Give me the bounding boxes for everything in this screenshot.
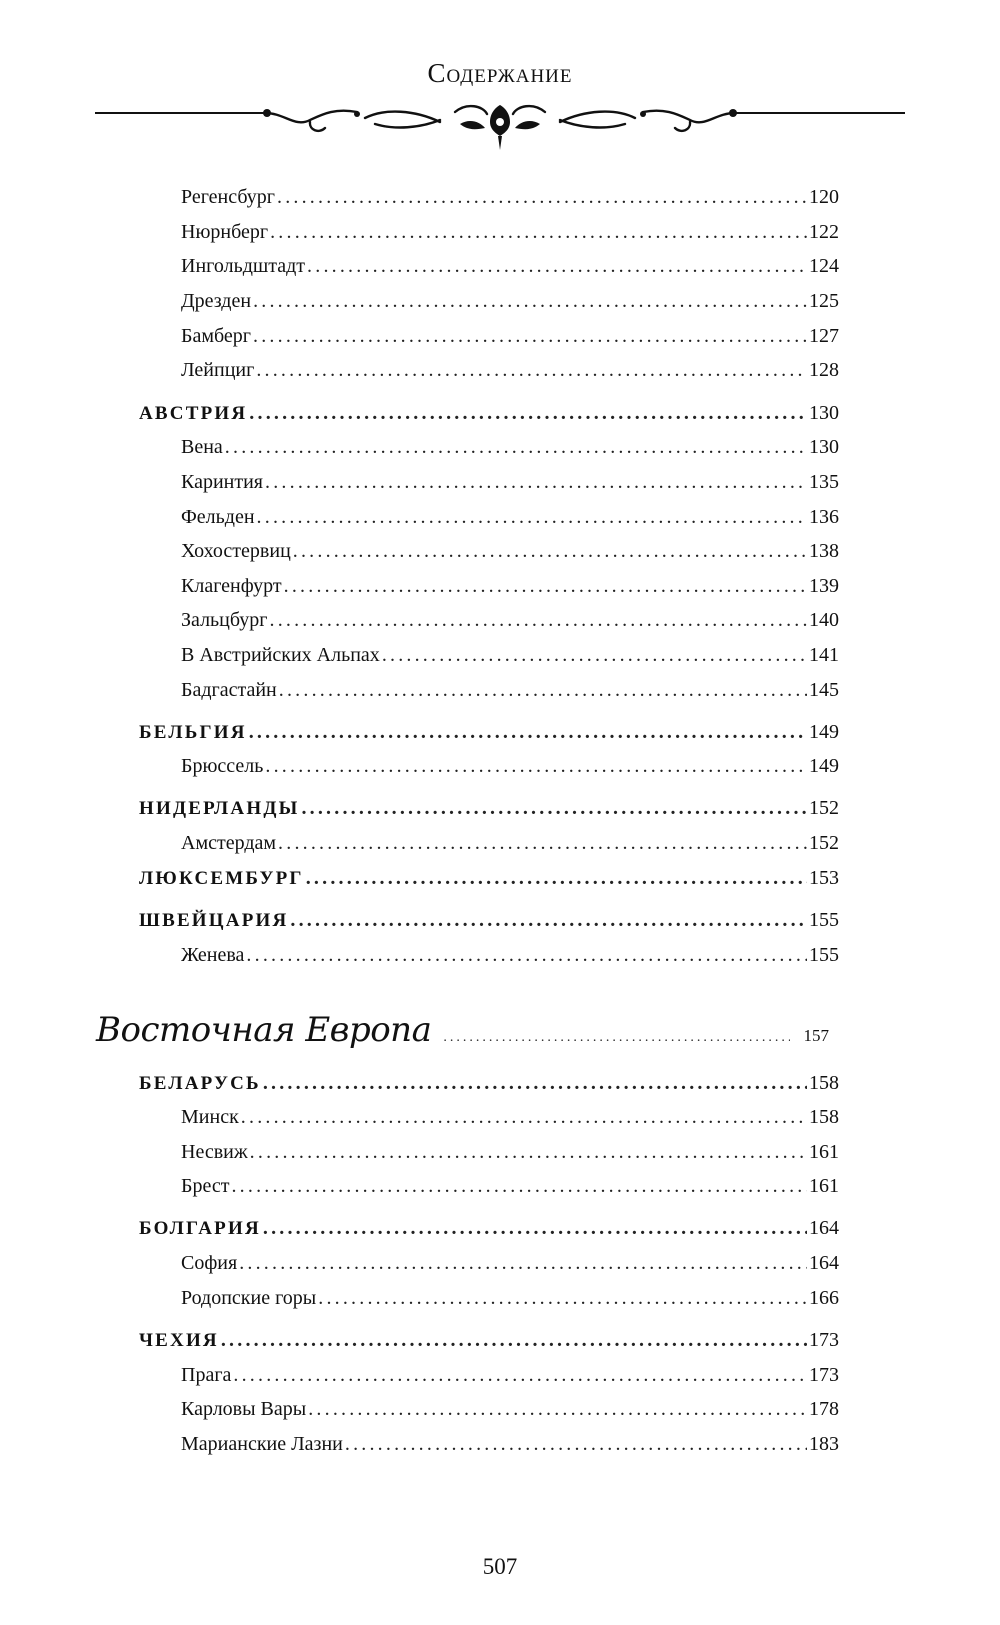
dot-leader [382,640,807,670]
dot-leader [256,355,807,385]
toc-entry[interactable] [181,251,839,281]
dot-leader [278,828,807,858]
dot-leader [253,286,807,316]
toc-entry-title: ШВЕЙЦАРИЯ [139,910,289,931]
toc-entry-title: Амстердам [181,832,277,854]
toc-entry-title: Ингольдштадт [181,255,306,277]
toc-entry-page: 153 [809,867,839,889]
toc-entry-page: 130 [809,402,839,424]
toc-entry-page: 183 [809,1433,839,1455]
toc-entry-title: Женева [181,944,245,966]
toc-entry-page: 139 [809,575,839,597]
dot-leader [250,1137,807,1167]
toc-country-entry[interactable] [139,398,839,428]
dot-leader [279,675,807,705]
toc-entry-page: 164 [809,1252,839,1274]
toc-entry-page: 122 [809,221,839,243]
dot-leader [277,182,807,212]
toc-entry-page: 124 [809,255,839,277]
toc-entry[interactable] [181,321,839,351]
toc-entry[interactable] [181,502,839,532]
dot-leader [265,751,807,781]
dot-leader [241,1102,807,1132]
toc-entry[interactable] [181,1394,839,1424]
toc-entry-title: София [181,1252,238,1274]
toc-entry-page: 152 [809,797,839,819]
dot-leader [307,251,807,281]
toc-entry-page: 120 [809,186,839,208]
toc-entry[interactable] [181,1137,839,1167]
dot-leader [265,467,807,497]
toc-entry[interactable] [181,751,839,781]
toc-entry-page: 158 [809,1072,839,1094]
toc-entry-page: 164 [809,1217,839,1239]
toc-entry[interactable] [181,1171,839,1201]
toc-entry[interactable] [181,355,839,385]
toc-entry-title: Нюрнберг [181,221,269,243]
toc-entry[interactable] [181,286,839,316]
toc-entry-page: 125 [809,290,839,312]
toc-entry-title: Бадгастайн [181,679,277,701]
toc-entry-title: Брюссель [181,755,264,777]
toc-entry-page: 161 [809,1141,839,1163]
dot-leader [249,398,807,428]
toc-entry-page: 158 [809,1106,839,1128]
toc-entry-title: Минск [181,1106,239,1128]
dot-leader [249,717,807,747]
dot-leader [301,793,807,823]
dot-leader [263,1068,807,1098]
toc-entry-title: Марианские Лазни [181,1433,343,1455]
toc-entry-page: 166 [809,1287,839,1309]
toc-entry[interactable] [181,1102,839,1132]
dot-leader [308,1394,807,1424]
dot-leader [253,321,807,351]
toc-entry[interactable] [181,536,839,566]
toc-entry-page: 140 [809,609,839,631]
dot-leader [284,571,807,601]
toc-entry-title: БОЛГАРИЯ [139,1218,261,1239]
toc-entry[interactable] [181,940,839,970]
toc-entry[interactable] [181,432,839,462]
toc-entry-page: 173 [809,1364,839,1386]
ornament-divider-icon [95,100,905,160]
toc-entry-page: 135 [809,471,839,493]
dot-leader [246,940,807,970]
toc-country-entry[interactable] [139,1213,839,1243]
toc-entry[interactable] [181,675,839,705]
toc-entry[interactable] [181,605,839,635]
toc-entry-title: БЕЛАРУСЬ [139,1073,261,1094]
toc-entry-title: Фельден [181,506,255,528]
toc-entry-title: Регенсбург [181,186,275,208]
dot-leader [270,217,807,247]
toc-entry-page: 161 [809,1175,839,1197]
toc-entry-page: 130 [809,436,839,458]
dot-leader [318,1283,807,1313]
dot-leader [233,1360,807,1390]
toc-entry-title: Вена [181,436,223,458]
toc-entry-page: 128 [809,359,839,381]
toc-entry-title: Брест [181,1175,230,1197]
dot-leader [239,1248,807,1278]
toc-entry-title: Прага [181,1364,232,1386]
toc-entry-title: Несвиж [181,1141,248,1163]
toc-entry-title: Бамберг [181,325,252,347]
toc-entry-title: Клагенфурт [181,575,282,597]
toc-entry-title: Лейпциг [181,359,255,381]
region-heading: Восточная Европа [96,1010,432,1050]
page-title: Содержание [427,58,573,88]
dot-leader [443,1013,789,1063]
dot-leader [225,432,807,462]
toc-region-entry[interactable] [96,1005,829,1055]
toc-entry-page: 178 [809,1398,839,1420]
toc-entry-page: 136 [809,506,839,528]
dot-leader [293,536,807,566]
toc-entry-title: В Австрийских Альпах [181,644,380,666]
page-number: 507 [482,1554,518,1579]
toc-entry[interactable] [181,182,839,212]
toc-country-entry[interactable] [139,793,839,823]
toc-entry-page: 145 [809,679,839,701]
toc-entry-title: НИДЕРЛАНДЫ [139,798,300,819]
toc-entry-title: БЕЛЬГИЯ [139,722,247,743]
toc-entry[interactable] [181,1248,839,1278]
toc-entry-page: 141 [809,644,839,666]
toc-entry[interactable] [181,1429,839,1459]
toc-entry[interactable] [181,640,839,670]
toc-country-entry[interactable] [139,1068,839,1098]
dot-leader [345,1429,807,1459]
dot-leader [306,863,807,893]
toc-entry[interactable] [181,828,839,858]
toc-entry-title: ЛЮКСЕМБУРГ [139,868,304,889]
dot-leader [263,1213,807,1243]
toc-country-entry[interactable] [139,905,839,935]
dot-leader [231,1171,807,1201]
toc-entry[interactable] [181,467,839,497]
toc-country-entry[interactable] [139,1325,839,1355]
toc-entry-page: 149 [809,755,839,777]
dot-leader [290,905,807,935]
toc-entry-title: Дрезден [181,290,252,312]
toc-entry-title: Каринтия [181,471,264,493]
toc-entry-page: 155 [809,944,839,966]
toc-entry-page: 149 [809,721,839,743]
toc-entry-page: 173 [809,1329,839,1351]
toc-entry-title: Зальцбург [181,609,268,631]
toc-entry-title: Хохостервиц [181,540,291,562]
toc-entry-page: 127 [809,325,839,347]
toc-entry-title: ЧЕХИЯ [139,1330,219,1351]
toc-entry-title: Карловы Вары [181,1398,307,1420]
toc-entry-page: 155 [809,909,839,931]
toc-entry-page: 157 [803,1026,829,1045]
toc-entry[interactable] [181,1360,839,1390]
toc-entry-title: Родопские горы [181,1287,317,1309]
toc-entry[interactable] [181,217,839,247]
toc-entry-page: 152 [809,832,839,854]
toc-entry-title: АВСТРИЯ [139,403,248,424]
toc-entry[interactable] [181,1283,839,1313]
toc-entry[interactable] [181,571,839,601]
dot-leader [221,1325,807,1355]
dot-leader [270,605,808,635]
toc-country-entry[interactable] [139,863,839,893]
toc-country-entry[interactable] [139,717,839,747]
toc-entry-page: 138 [809,540,839,562]
dot-leader [257,502,807,532]
